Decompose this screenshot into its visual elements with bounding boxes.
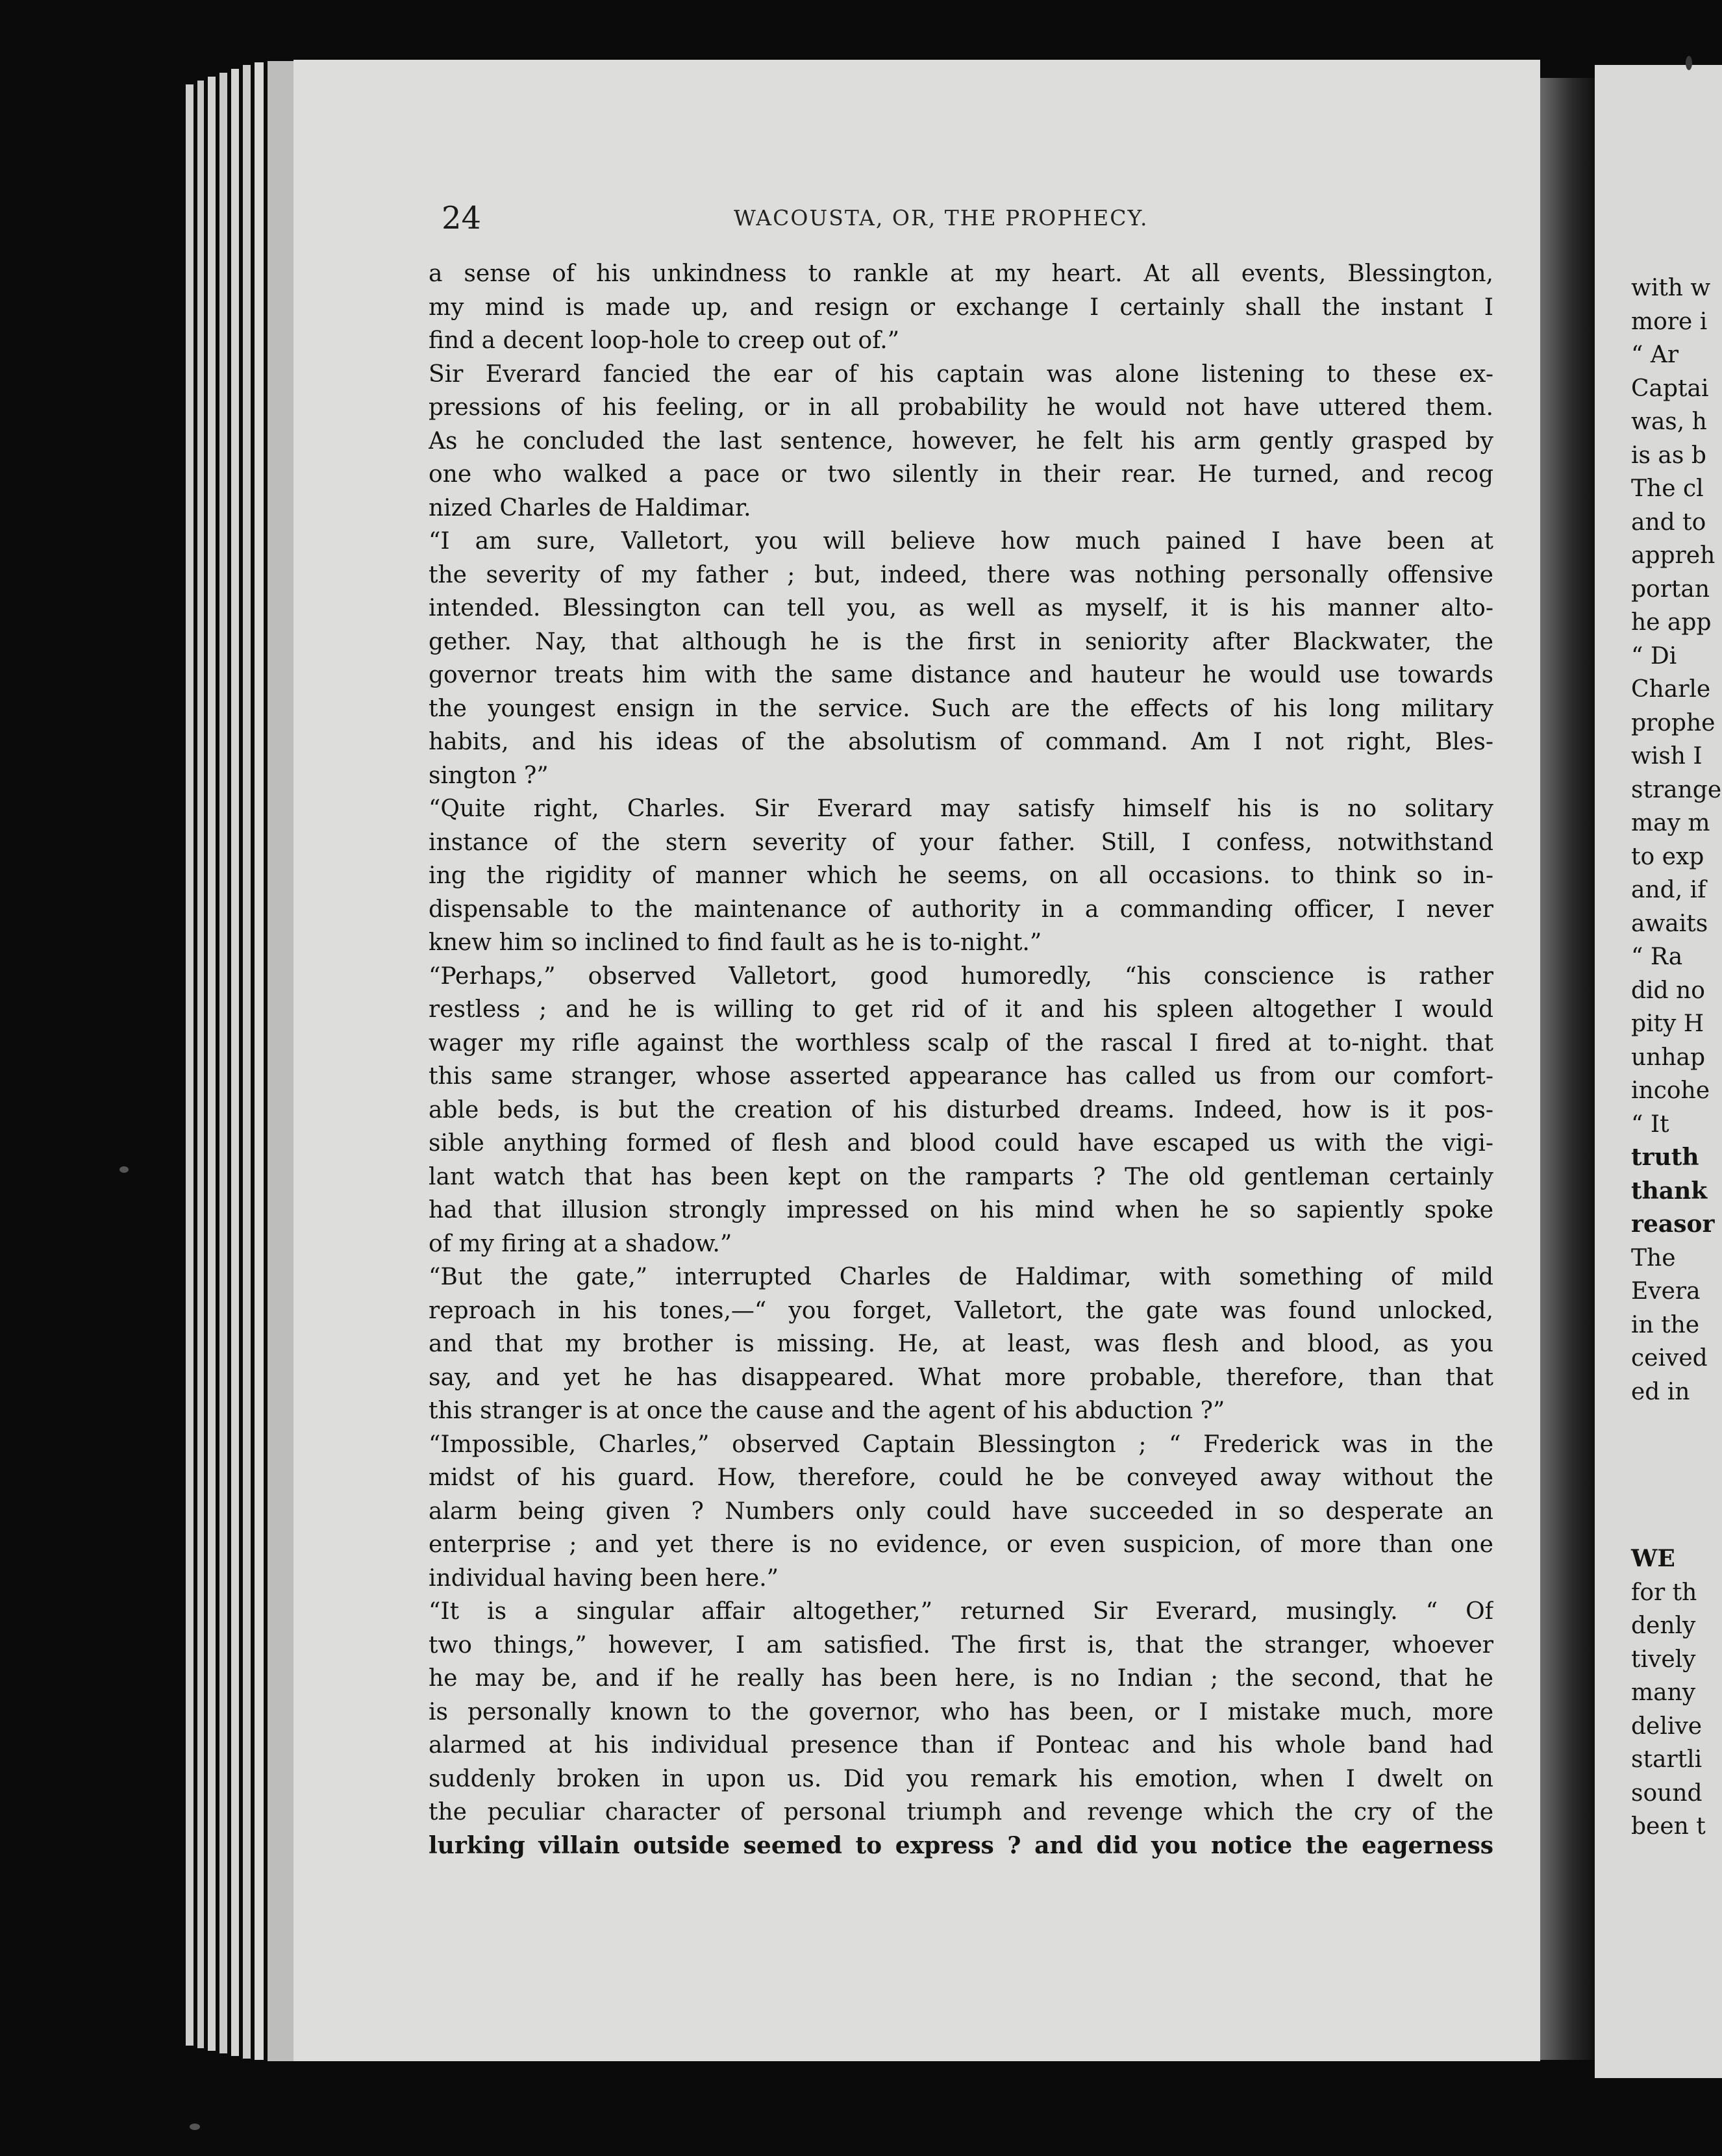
text-line: a sense of his unkindness to rankle at my heart. At all events, Blessington, [429, 260, 1493, 287]
text-line: of my firing at a shadow.” [429, 1230, 732, 1257]
text-line: suddenly broken in upon us. Did you remark his emotion, when I dwelt on [429, 1765, 1493, 1792]
facing-text-line: denly [1631, 1612, 1696, 1639]
text-line: the peculiar character of personal triumph and revenge which the cry of the [429, 1799, 1493, 1825]
text-line: individual having been here.” [429, 1564, 779, 1592]
text-line: the youngest ensign in the service. Such are the effects of his long military [429, 695, 1493, 722]
facing-text-line: awaits [1631, 910, 1708, 937]
facing-text-line: to exp [1631, 843, 1704, 870]
facing-text-line [1631, 1442, 1722, 1476]
facing-text-line: portan [1631, 575, 1710, 603]
page-edge [208, 77, 216, 2051]
facing-text-line [1631, 1475, 1722, 1509]
text-line: reproach in his tones,—“ you forget, Valletort, the gate was found unlocked, [429, 1297, 1493, 1324]
facing-text-line: reasor [1631, 1210, 1715, 1238]
facing-text-line: “ Di [1631, 642, 1677, 670]
text-line: he may be, and if he really has been here, is no Indian ; the second, that he [429, 1665, 1493, 1692]
text-line: Sir Everard fancied the ear of his captain was alone listening to these ex- [429, 360, 1493, 388]
facing-text-line: wish I [1631, 743, 1703, 770]
text-line: one who walked a pace or two silently in their rear. He turned, and recog [429, 461, 1493, 488]
facing-text-line: “ It [1631, 1110, 1669, 1138]
text-line: sible anything formed of flesh and blood could have escaped us with the vigi- [429, 1130, 1493, 1157]
facing-text-line: startli [1631, 1746, 1703, 1773]
text-line: ing the rigidity of manner which he seems, on all occasions. to think so in- [429, 862, 1493, 889]
page-edge [197, 81, 204, 2048]
facing-text-line: pity H [1631, 1010, 1704, 1037]
facing-text-line: Charle [1631, 676, 1711, 703]
page-edge [219, 73, 227, 2053]
text-line: dispensable to the maintenance of authority in a commanding officer, I never [429, 896, 1493, 923]
text-line: lant watch that has been kept on the ramparts ? The old gentleman certainly [429, 1163, 1493, 1190]
text-line: “Impossible, Charles,” observed Captain Blessington ; “ Frederick was in the [429, 1431, 1493, 1458]
facing-text-line: “ Ra [1631, 944, 1683, 970]
facing-text-line: and to [1631, 508, 1706, 536]
text-line: “Perhaps,” observed Valletort, good humoredly, “his conscience is rather [429, 962, 1493, 990]
facing-text-line: he app [1631, 609, 1712, 636]
text-line: “I am sure, Valletort, you will believe how much pained I have been at [429, 528, 1493, 555]
facing-text-line: is as b [1631, 442, 1706, 469]
facing-text-line: ceived [1631, 1345, 1708, 1372]
facing-text-line [1631, 1409, 1722, 1442]
book-page-right [1595, 65, 1722, 2078]
facing-text-line: sound [1631, 1779, 1703, 1807]
facing-text-line: The cl [1631, 475, 1704, 502]
facing-text-line: may m [1631, 810, 1710, 836]
facing-text-line: Evera [1631, 1278, 1701, 1305]
text-line: two things,” however, I am satisfied. The first is, that the stranger, whoever [429, 1631, 1493, 1659]
facing-text-line: was, h [1631, 408, 1707, 435]
facing-text-line: WE [1631, 1545, 1675, 1572]
facing-text-line [1631, 1509, 1722, 1543]
text-line: and that my brother is missing. He, at least, was flesh and blood, as you [429, 1331, 1493, 1357]
text-line: nized Charles de Haldimar. [429, 494, 751, 521]
facing-text-line: been t [1631, 1813, 1706, 1840]
facing-text-line: appreh [1631, 542, 1716, 569]
facing-text-line: with w [1631, 275, 1711, 301]
text-line: say, and yet he has disappeared. What more probable, therefore, than that [429, 1364, 1493, 1391]
facing-text-line: and, if [1631, 877, 1706, 903]
page-edge [268, 61, 293, 2061]
running-title: WACOUSTA, OR, THE PROPHECY. [734, 205, 1149, 231]
page-edge [255, 62, 264, 2060]
facing-text-line: incohe [1631, 1077, 1710, 1104]
running-head [442, 200, 1493, 239]
text-line: this stranger is at once the cause and the agent of his abduction ?” [429, 1398, 1225, 1424]
text-line: intended. Blessington can tell you, as well as myself, it is his manner alto- [429, 595, 1493, 621]
text-line: knew him so inclined to find fault as he is to-night.” [429, 929, 1042, 956]
text-line: had that illusion strongly impressed on his mind when he so sapiently spoke [429, 1197, 1493, 1223]
facing-page-text [1631, 271, 1722, 1844]
text-line: wager my rifle against the worthless scalp of the rascal I fired at to-night. that [429, 1029, 1493, 1057]
speck [119, 1166, 129, 1173]
text-line: midst of his guard. How, therefore, could he be conveyed away without the [429, 1464, 1493, 1491]
text-line: find a decent loop-hole to creep out of.” [429, 327, 900, 354]
text-line: governor treats him with the same distance and hauteur he would use towards [429, 662, 1493, 688]
facing-text-line: prophe [1631, 709, 1716, 736]
text-line: instance of the stern severity of your father. Still, I confess, notwithstand [429, 829, 1493, 856]
facing-text-line: truth [1631, 1144, 1699, 1171]
facing-text-line: in the [1631, 1311, 1700, 1338]
facing-text-line: ed in [1631, 1378, 1690, 1405]
facing-text-line: “ Ar [1631, 342, 1679, 368]
facing-text-line: strange [1631, 776, 1722, 803]
book-gutter [1540, 78, 1595, 2060]
text-line: is personally known to the governor, who has been, or I mistake much, more [429, 1698, 1493, 1725]
text-line: gether. Nay, that although he is the first in seniority after Blackwater, the [429, 628, 1493, 655]
text-line: restless ; and he is willing to get rid of it and his spleen altogether I would [429, 996, 1493, 1023]
text-line: this same stranger, whose asserted appearance has called us from our comfort- [429, 1063, 1493, 1090]
page-edge [231, 69, 239, 2056]
text-line: able beds, is but the creation of his disturbed dreams. Indeed, how is it pos- [429, 1096, 1493, 1123]
facing-text-line: The [1631, 1244, 1676, 1272]
speck [1686, 56, 1692, 70]
text-line: my mind is made up, and resign or exchange I certainly shall the instant I [429, 294, 1493, 321]
page-edge [243, 65, 251, 2059]
facing-text-line: tively [1631, 1646, 1696, 1673]
text-line: alarm being given ? Numbers only could have succeeded in so desperate an [429, 1498, 1493, 1525]
facing-text-line: many [1631, 1679, 1696, 1706]
page-edge [186, 84, 193, 2046]
text-line: “Quite right, Charles. Sir Everard may satisfy himself his is no solitary [429, 796, 1493, 822]
facing-text-line: delive [1631, 1712, 1703, 1740]
text-line: pressions of his feeling, or in all probability he would not have uttered them. [429, 394, 1493, 421]
facing-text-line: for th [1631, 1579, 1697, 1606]
facing-text-line: unhap [1631, 1044, 1706, 1071]
facing-text-line: Captai [1631, 375, 1709, 402]
text-line: As he concluded the last sentence, however, he felt his arm gently grasped by [429, 427, 1493, 455]
speck [190, 2124, 200, 2130]
facing-text-line: thank [1631, 1177, 1708, 1205]
body-text [429, 257, 1493, 1862]
facing-text-line: did no [1631, 977, 1705, 1004]
text-line: lurking villain outside seemed to express ? and did you notice the eagerness [429, 1831, 1493, 1859]
text-line: “It is a singular affair altogether,” returned Sir Everard, musingly. “ Of [429, 1598, 1493, 1625]
facing-text-line: more i [1631, 308, 1708, 335]
text-line: sington ?” [429, 762, 549, 789]
text-line: habits, and his ideas of the absolutism of command. Am I not right, Bles- [429, 729, 1493, 755]
text-line: the severity of my father ; but, indeed, there was nothing personally offensive [429, 561, 1493, 588]
text-line: “But the gate,” interrupted Charles de Haldimar, with something of mild [429, 1264, 1493, 1290]
text-line: alarmed at his individual presence than if Ponteac and his whole band had [429, 1732, 1493, 1759]
page-number: 24 [442, 200, 482, 236]
text-line: enterprise ; and yet there is no evidence, or even suspicion, of more than one [429, 1531, 1493, 1558]
